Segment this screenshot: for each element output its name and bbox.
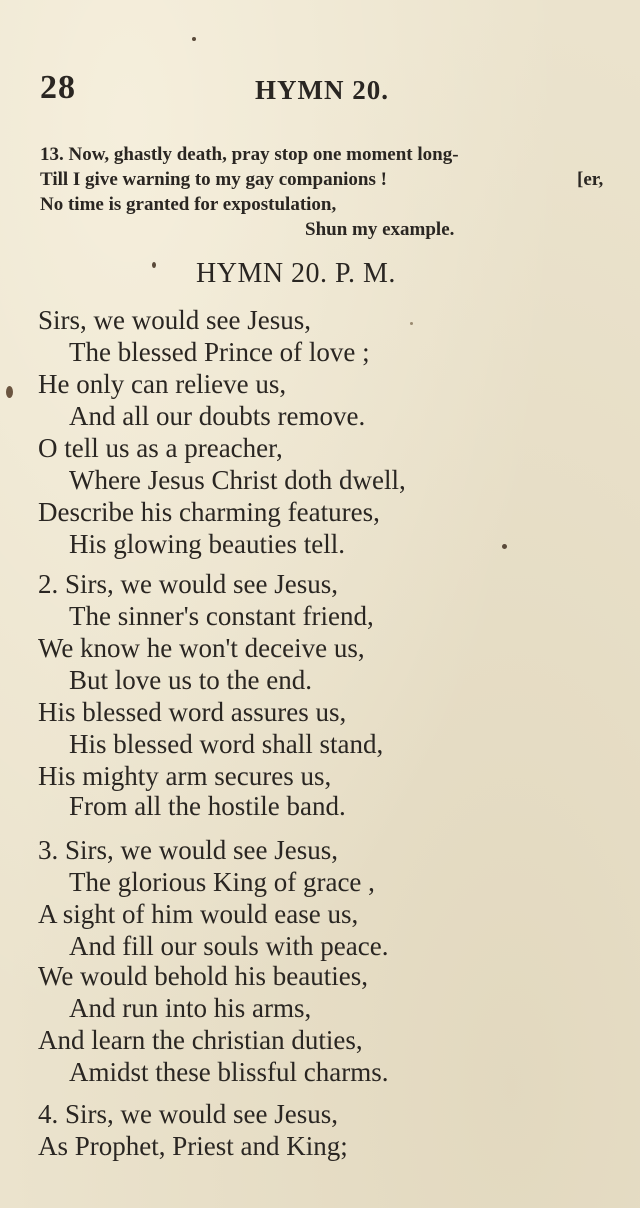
previous-hymn-line-2: Till I give warning to my gay companions ! <box>40 169 387 190</box>
verse-line: Describe his charming features, <box>38 497 380 527</box>
ink-speck <box>6 386 13 398</box>
ink-speck <box>152 262 156 268</box>
verse-line: We know he won't deceive us, <box>38 633 365 663</box>
verse-line: Where Jesus Christ doth dwell, <box>69 465 406 495</box>
verse-line: As Prophet, Priest and King; <box>38 1131 348 1161</box>
verse-line: O tell us as a preacher, <box>38 433 283 463</box>
verse-line: His mighty arm secures us, <box>38 761 332 791</box>
page-number: 28 <box>40 69 76 106</box>
verse-line: Amidst these blissful charms. <box>69 1057 389 1087</box>
verse-line: 2. Sirs, we would see Jesus, <box>38 569 338 599</box>
verse-line: We would behold his beauties, <box>38 961 369 991</box>
previous-hymn-line-3: No time is granted for expostulation, <box>40 194 337 215</box>
previous-hymn-line-1: 13. Now, ghastly death, pray stop one moment long- <box>40 144 459 165</box>
verse-line: The sinner's constant friend, <box>69 601 374 631</box>
verse-line: And fill our souls with peace. <box>69 931 389 961</box>
ink-speck <box>410 322 413 325</box>
verse-line: And learn the christian duties, <box>38 1025 363 1055</box>
verse-line: And all our doubts remove. <box>69 401 366 431</box>
verse-line: 4. Sirs, we would see Jesus, <box>38 1099 338 1129</box>
verse-line: From all the hostile band. <box>69 791 346 821</box>
verse-line: But love us to the end. <box>69 665 312 695</box>
verse-line: Sirs, we would see Jesus, <box>38 305 311 335</box>
verse-line: And run into his arms, <box>69 993 312 1023</box>
verse-line: The glorious King of grace , <box>69 867 375 897</box>
verse-line: 3. Sirs, we would see Jesus, <box>38 835 338 865</box>
previous-hymn-line-4: Shun my example. <box>305 219 455 240</box>
verse-line: He only can relieve us, <box>38 369 287 399</box>
verse-line: His glowing beauties tell. <box>69 529 345 559</box>
verse-line: The blessed Prince of love ; <box>69 337 370 367</box>
hymn-title: HYMN 20. P. M. <box>196 258 396 289</box>
running-title: HYMN 20. <box>255 75 389 105</box>
verse-line: A sight of him would ease us, <box>38 899 359 929</box>
previous-hymn-line-2-continuation: [er, <box>577 169 604 190</box>
ink-speck <box>192 37 196 41</box>
verse-line: His blessed word assures us, <box>38 697 347 727</box>
ink-speck <box>502 544 507 549</box>
verse-line: His blessed word shall stand, <box>69 729 384 759</box>
